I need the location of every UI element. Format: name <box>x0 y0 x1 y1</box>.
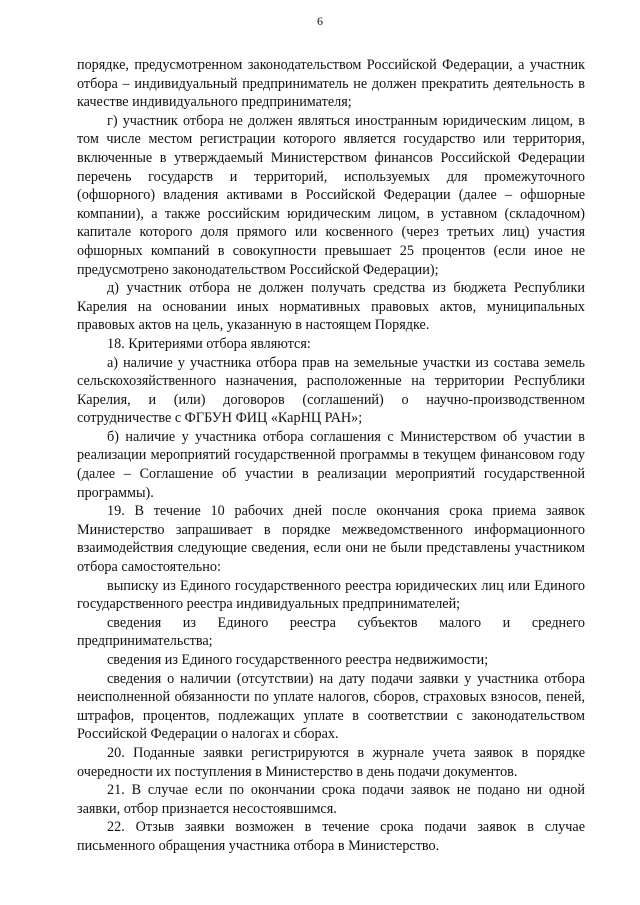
paragraph-list-sme-registry: сведения из Единого реестра субъектов малого и среднего предпринимательства; <box>77 614 585 650</box>
paragraph-section-18: 18. Критериями отбора являются: <box>107 335 311 352</box>
paragraph-section-20: 20. Поданные заявки регистрируются в журнале учета заявок в порядке очередности их поступления в Министерство в день подачи документов. <box>77 744 585 780</box>
page-number: 6 <box>317 14 323 28</box>
paragraph-item-d: д) участник отбора не должен получать средства из бюджета Республики Карелия на основании иных нормативных правовых актов, муниципальных правовых актов на цель, указанную в настоящем Порядке. <box>77 280 585 334</box>
paragraph-continuation: порядке, предусмотренном законодательством Российской Федерации, а участник отбора – индивидуальный предприниматель не должен прекратить деятельность в качестве индивидуального предпринимателя; <box>77 57 585 111</box>
document-body <box>77 56 585 856</box>
paragraph-section-21: 21. В случае если по окончании срока подачи заявок не подано ни одной заявки, отбор признается несостоявшимся. <box>77 782 585 817</box>
paragraph-section-22: 22. Отзыв заявки возможен в течение срока подачи заявок в случае письменного обращения участника отбора в Министерство. <box>77 819 585 854</box>
paragraph-list-registry-extract: выписку из Единого государственного реестра юридических лиц или Единого государственного реестра индивидуальных предпринимателей; <box>77 577 585 613</box>
paragraph-section-19: 19. В течение 10 рабочих дней после окончания срока приема заявок Министерство запрашивает в порядке межведомственного информационного взаимодействия следующие сведения, если они не были представлены участником отбора самостоятельно: <box>77 503 585 576</box>
paragraph-list-real-estate: сведения из Единого государственного реестра недвижимости; <box>107 652 489 668</box>
paragraph-list-tax-obligations: сведения о наличии (отсутствии) на дату подачи заявки у участника отбора неисполненной обязанности по уплате налогов, сборов, страховых взносов, пеней, штрафов, процентов, подлежащих уплате в соответствии с законодательством Российской Федерации о налогах и сборах. <box>77 670 585 743</box>
paragraph-item-g: г) участник отбора не должен являться иностранным юридическим лицом, в том числе местом регистрации которого является государство или территория, включенные в утверждаемый Министерством финансов Российской Федерации перечень государств и территорий, используемых для промежуточного (офшорного) владения активами в Российской Федерации (далее – офшорные компании), а также российским юридическим лицом, в уставном (складочном) капитале которого доля прямого или косвенного (через третьих лиц) участия офшорных компаний в совокупности превышает 25 процентов (если иное не предусмотрено законодательством Российской Федерации); <box>77 112 585 278</box>
paragraph-item-b: б) наличие у участника отбора соглашения с Министерством об участии в реализации мероприятий государственной программы в текущем финансовом году (далее – Соглашение об участии в реализации мероприятий государственной программы). <box>77 428 585 501</box>
paragraph-item-a: а) наличие у участника отбора прав на земельные участки из состава земель сельскохозяйственного назначения, расположенные на территории Республики Карелия, и (или) договоров (соглашений) о научно-производственном сотрудничестве с ФГБУН ФИЦ «КарНЦ РАН»; <box>77 354 585 427</box>
